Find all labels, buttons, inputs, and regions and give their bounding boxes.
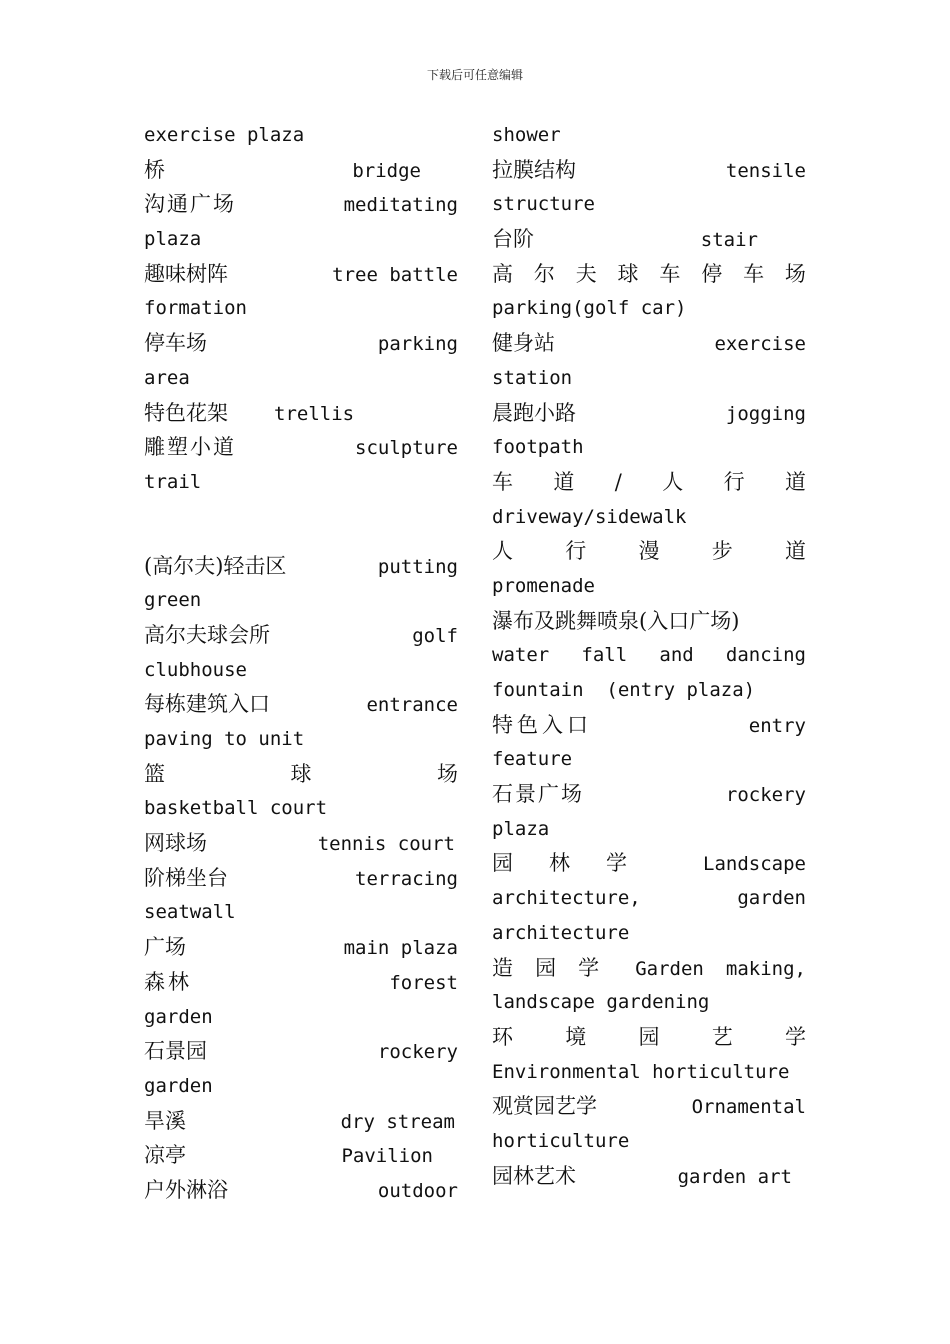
text-line [144, 153, 458, 188]
term-en: tensile [725, 159, 806, 182]
term-en: trail [144, 470, 202, 493]
term-cn: 桥 [144, 157, 165, 182]
term-cn: 学 [606, 851, 628, 876]
text-line [144, 361, 458, 396]
right-column [492, 118, 806, 1193]
term-en: golf [412, 624, 458, 647]
text-line [144, 222, 458, 257]
term-en: driveway/sidewalk [492, 505, 687, 528]
term-cn: 瀑布及跳舞喷泉(入口广场) [492, 608, 740, 633]
term-cn: 健身站 [492, 331, 555, 356]
text-line [144, 722, 458, 757]
text-line [144, 965, 458, 1000]
page-header: 下载后可任意编辑 [426, 68, 523, 82]
term-en: entry [748, 714, 806, 737]
text-line [144, 618, 458, 653]
text-line [144, 257, 458, 292]
text-line [144, 430, 458, 465]
term-en: fountain (entry plaza) [492, 679, 756, 701]
term-cn: 台阶 [492, 227, 534, 252]
term-cn: 行 [565, 539, 587, 564]
term-en: formation [144, 297, 247, 320]
term-en: dry stream [340, 1110, 455, 1133]
text-line [492, 638, 806, 673]
term-cn: 场 [784, 261, 806, 286]
text-line [144, 791, 458, 826]
term-cn: 道 [553, 469, 575, 494]
term-en: architecture [492, 921, 630, 944]
text-line [492, 430, 806, 465]
term-cn: 学 [785, 1024, 806, 1049]
text-line [492, 396, 806, 431]
text-line [492, 500, 806, 535]
text-line [144, 1173, 458, 1208]
term-cn: 境 [565, 1024, 587, 1049]
term-cn: 车 [492, 469, 513, 494]
term-cn: 高 [492, 261, 513, 286]
text-line [492, 569, 806, 604]
term-en: main plaza [343, 937, 458, 960]
text-line [492, 742, 806, 777]
text-line [492, 951, 806, 986]
term-cn: 人 [662, 469, 684, 494]
term-en: Environmental horticulture [492, 1060, 790, 1083]
term-cn: 石景广场 [492, 782, 584, 807]
text-line [492, 985, 806, 1020]
term-en: terracing [355, 867, 458, 890]
term-cn: 人 [492, 539, 513, 564]
text-line [492, 222, 806, 257]
term-cn: 球 [290, 761, 312, 786]
text-line [492, 1055, 806, 1090]
term-cn: 拉膜结构 [492, 157, 576, 182]
term-cn: 石景园 [144, 1039, 207, 1064]
text-line [492, 1124, 806, 1159]
text-line [492, 604, 806, 639]
term-en: seatwall [144, 901, 236, 924]
text-line [144, 118, 458, 153]
term-en: stair [700, 229, 758, 252]
text-line [144, 687, 458, 722]
term-cn: 特色花架 [144, 400, 228, 425]
text-line [144, 187, 458, 222]
term-cn: 环 [492, 1024, 513, 1049]
term-en: garden [144, 1005, 213, 1028]
term-en: landscape gardening [492, 991, 710, 1014]
term-cn: (高尔夫)轻击区 [144, 553, 287, 578]
blank-gap [144, 500, 458, 549]
text-line [144, 826, 458, 861]
text-line [492, 153, 806, 188]
term-en: meditating [343, 194, 458, 217]
term-en: paving to unit [144, 728, 305, 750]
term-cn: 夫 [575, 261, 597, 286]
term-en: garden art [677, 1165, 792, 1188]
term-en: architecture, [492, 887, 641, 910]
text-line [492, 708, 806, 743]
term-en: station [492, 366, 573, 389]
term-en: feature [492, 748, 573, 771]
term-en: shower [492, 124, 561, 146]
text-line [492, 777, 806, 812]
text-line [492, 361, 806, 396]
text-line [492, 534, 806, 569]
text-line [492, 881, 806, 916]
text-line [144, 326, 458, 361]
term-en: rockery [377, 1041, 458, 1064]
term-cn: 尔 [533, 261, 555, 286]
term-cn: / [614, 469, 622, 494]
text-line [492, 673, 806, 708]
text-line [492, 1089, 806, 1124]
term-cn: 球 [617, 261, 639, 286]
term-en: tennis court [317, 833, 455, 856]
term-en: plaza [144, 228, 202, 251]
term-cn: 园 [492, 851, 513, 876]
term-en: sculpture [355, 437, 458, 460]
text-line [144, 861, 458, 896]
term-cn: 阶梯坐台 [144, 865, 228, 890]
term-cn: 停车场 [144, 331, 207, 356]
term-cn: 广场 [144, 935, 186, 960]
term-en: Landscape [703, 853, 806, 876]
term-en: trellis [274, 402, 355, 425]
term-cn: 园 [638, 1024, 660, 1049]
text-line [144, 653, 458, 688]
term-en: parking [377, 333, 458, 356]
text-line [492, 187, 806, 222]
term-en: forest [389, 971, 458, 994]
term-cn: 车 [659, 261, 681, 286]
term-en: parking(golf car) [492, 297, 687, 320]
text-line [144, 549, 458, 584]
text-line [144, 1000, 458, 1035]
term-en: entrance [366, 694, 458, 717]
term-cn: 高尔夫球会所 [144, 622, 270, 647]
term-en: promenade [492, 574, 595, 597]
term-cn: 漫 [638, 539, 660, 564]
term-en: garden [144, 1074, 213, 1097]
term-en: exercise plaza [144, 124, 305, 146]
term-en: tree battle [332, 263, 458, 286]
term-cn: 场 [437, 761, 458, 786]
term-cn: 观赏园艺学 [492, 1094, 597, 1119]
text-line [492, 916, 806, 951]
term-cn: 凉亭 [144, 1143, 186, 1168]
term-cn: 每栋建筑入口 [144, 692, 270, 717]
term-cn: 道 [785, 539, 806, 564]
text-line [144, 465, 458, 500]
term-cn: 林 [549, 851, 571, 876]
left-column [144, 118, 458, 1208]
term-cn: 停 [701, 261, 723, 286]
text-line [144, 1034, 458, 1069]
term-en: basketball court [144, 797, 328, 820]
term-cn: 步 [711, 539, 733, 564]
text-line [492, 846, 806, 881]
term-cn: 沟通广场 [144, 192, 236, 217]
text-line [144, 291, 458, 326]
term-en: and [659, 644, 694, 667]
term-cn: 行 [723, 469, 745, 494]
term-cn: 造 [492, 955, 513, 980]
term-cn: 道 [784, 469, 806, 494]
text-line [492, 118, 806, 153]
text-line [492, 812, 806, 847]
term-en: fall [581, 644, 628, 667]
term-en: putting [377, 555, 458, 578]
text-line [144, 895, 458, 930]
term-cn: 车 [743, 261, 765, 286]
term-en: green [144, 589, 202, 612]
text-line [492, 291, 806, 326]
text-line [492, 257, 806, 292]
term-en: exercise [714, 333, 806, 356]
term-cn: 森林 [144, 969, 192, 994]
text-line [144, 1104, 458, 1139]
text-line [492, 1159, 806, 1194]
term-cn: 艺 [711, 1024, 733, 1049]
term-en: rockery [725, 784, 806, 807]
text-line [144, 396, 458, 431]
term-en: Pavilion [341, 1145, 433, 1168]
term-cn: 网球场 [144, 831, 207, 856]
term-en: jogging [725, 402, 806, 425]
text-line [492, 465, 806, 500]
term-cn: 旱溪 [144, 1108, 186, 1133]
term-cn: 趣味树阵 [144, 261, 228, 286]
term-cn: 雕塑小道 [144, 435, 236, 460]
term-en: bridge [352, 159, 421, 182]
term-en: water [492, 644, 550, 667]
text-line [144, 583, 458, 618]
term-en: footpath [492, 436, 584, 459]
text-line [492, 1020, 806, 1055]
text-line [144, 1138, 458, 1173]
term-en: plaza [492, 817, 550, 840]
term-en: clubhouse [144, 658, 247, 681]
term-cn: 学 [578, 955, 600, 980]
term-en: Ornamental [691, 1096, 806, 1119]
term-en: outdoor [377, 1179, 458, 1202]
term-en: dancing [725, 644, 806, 667]
term-cn: 园 [535, 955, 557, 980]
term-cn: 特色入口 [492, 712, 592, 737]
term-cn: 晨跑小路 [492, 400, 576, 425]
term-en: structure [492, 193, 595, 216]
term-cn: 户外淋浴 [144, 1177, 228, 1202]
term-en: horticulture [492, 1129, 630, 1152]
term-en: Garden [635, 957, 704, 980]
term-en: making, [725, 957, 806, 980]
term-en: garden [737, 887, 806, 910]
term-cn: 园林艺术 [492, 1163, 576, 1188]
text-line [144, 930, 458, 965]
text-line [492, 326, 806, 361]
term-cn: 篮 [144, 761, 165, 786]
text-line [144, 757, 458, 792]
term-en: area [144, 366, 190, 389]
text-line [144, 1069, 458, 1104]
